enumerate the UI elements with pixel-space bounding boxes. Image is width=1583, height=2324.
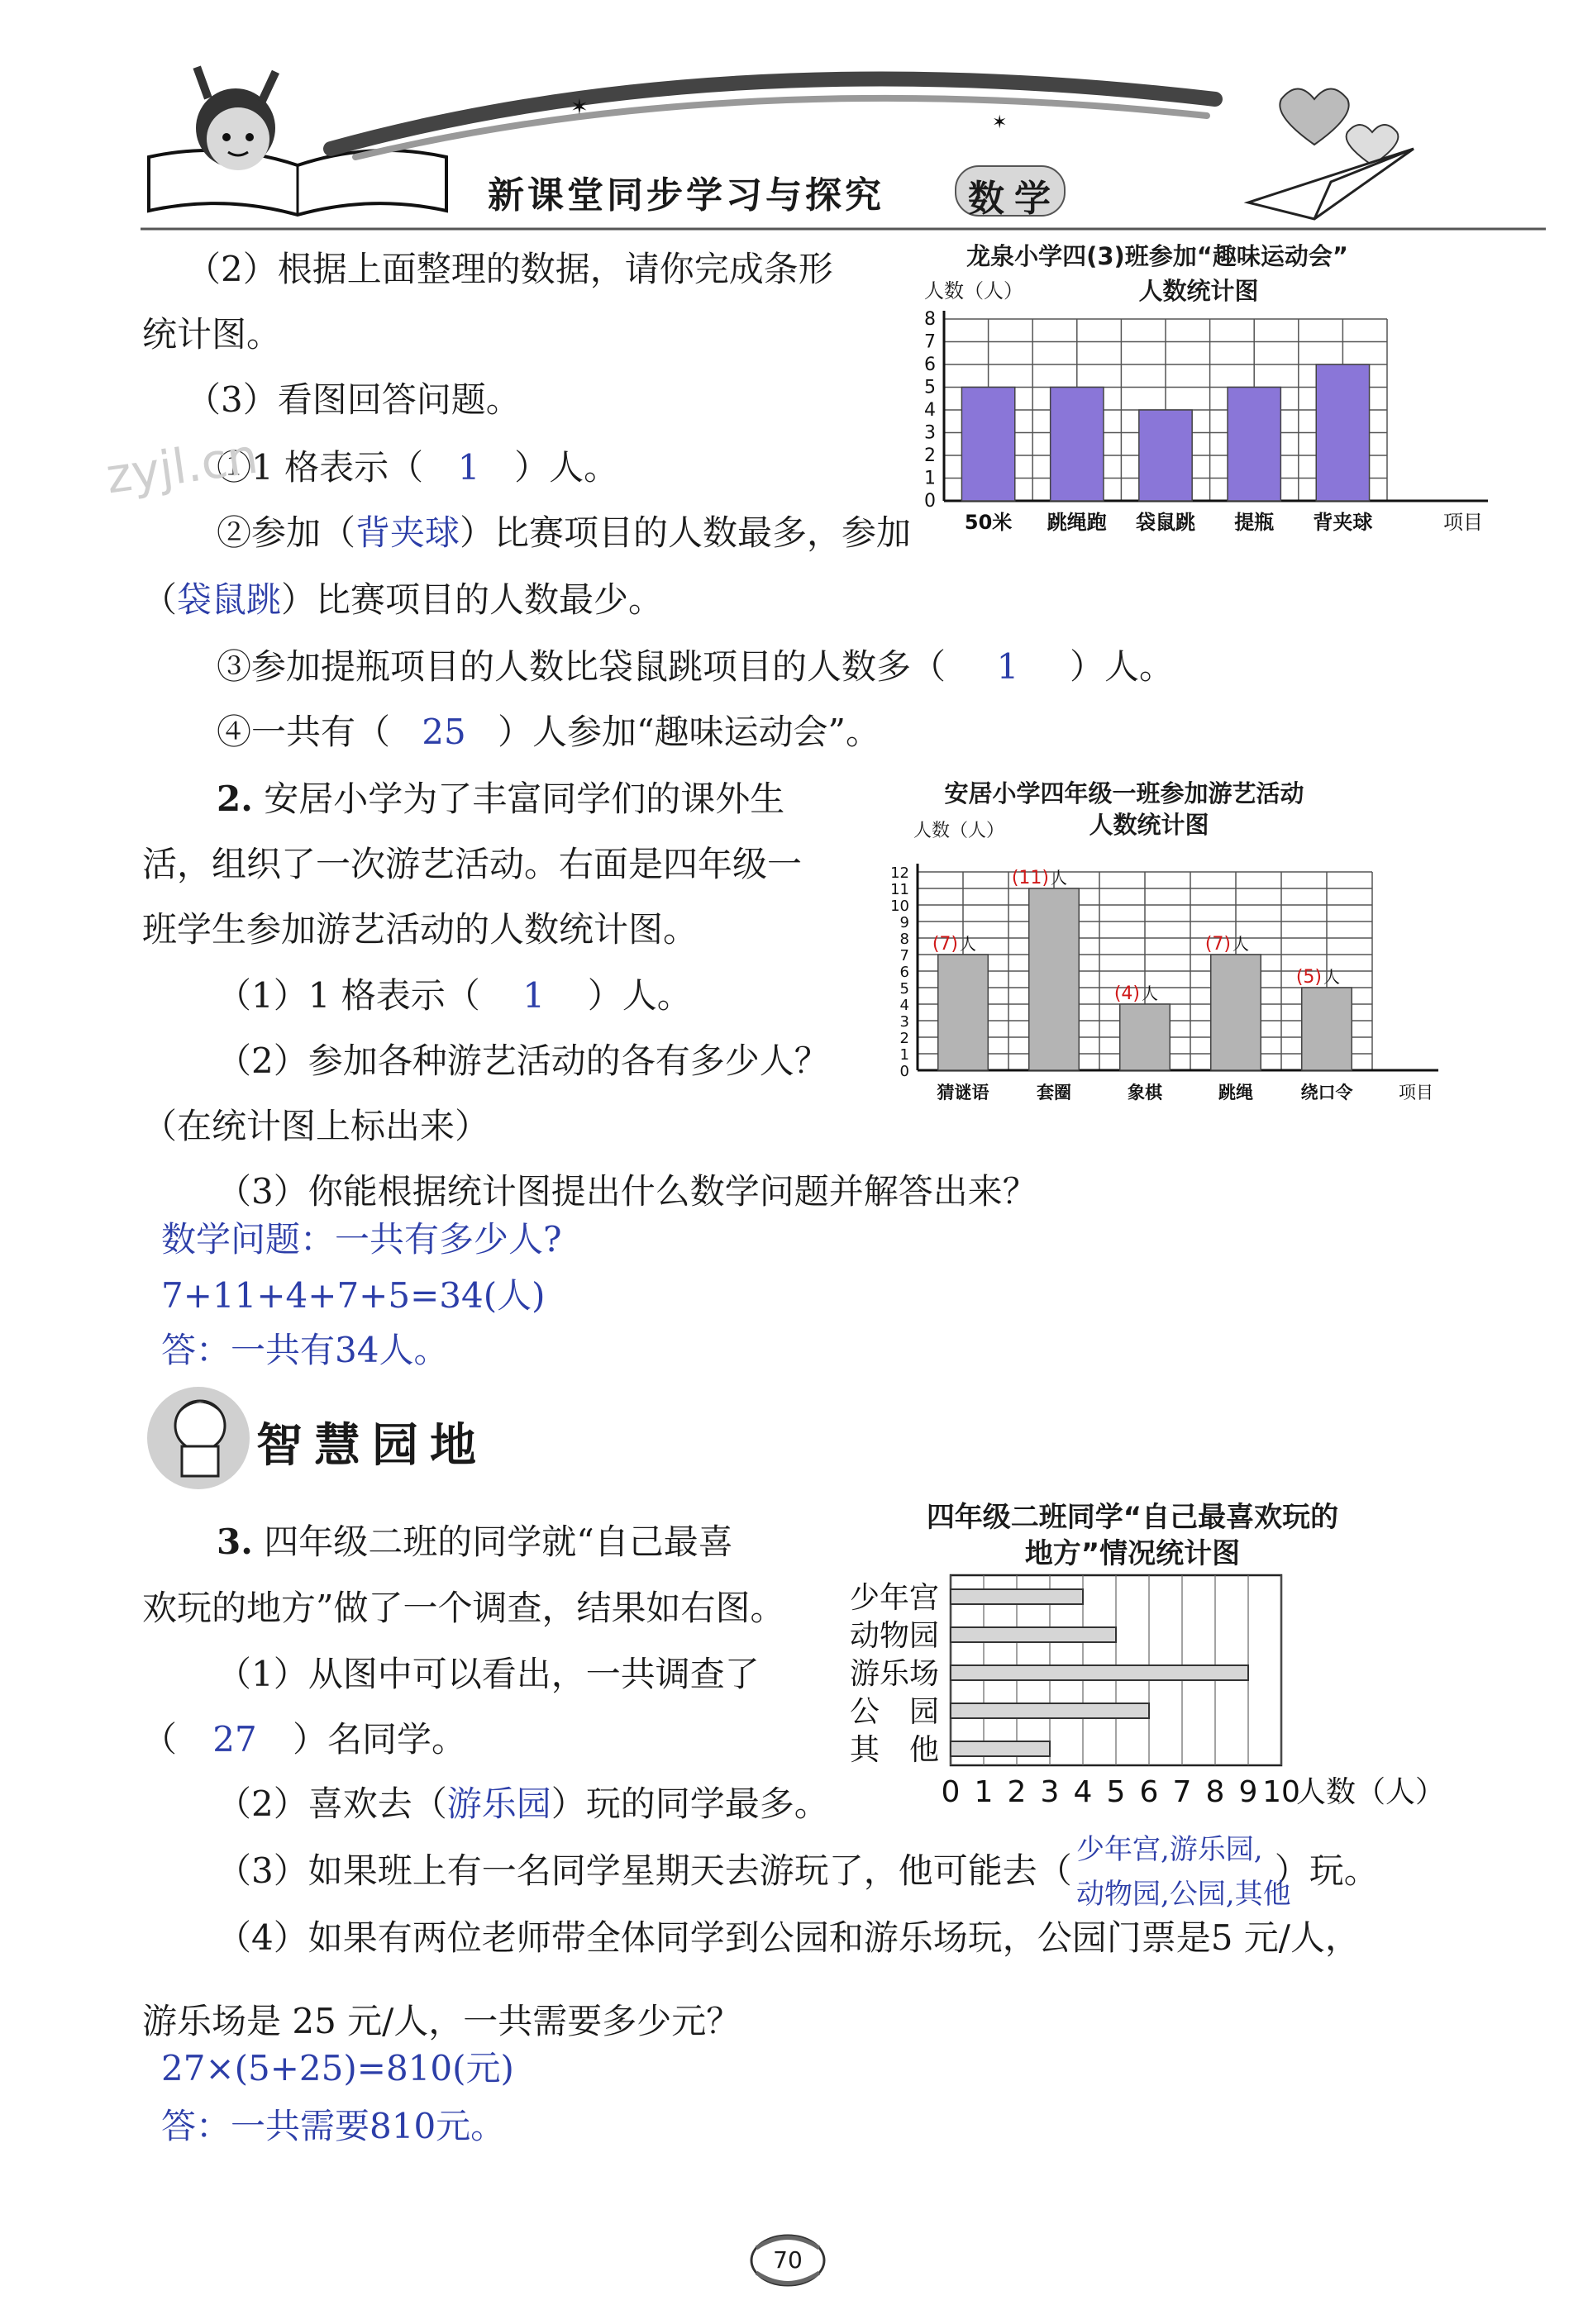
chart1-category-label: 袋鼠跳 (1136, 511, 1195, 534)
q1-answer3-line (217, 644, 1174, 690)
q2-line1 (217, 776, 784, 822)
q1-a1-post: ）人。 (514, 447, 619, 488)
section-header (141, 1376, 554, 1492)
chart3-xtick-label: 10 (1262, 1775, 1300, 1809)
q3-p2-answer: 游乐园 (446, 1783, 551, 1824)
header-subject-badge (955, 165, 1066, 220)
chart2-data-label-value: (7) (1204, 934, 1231, 955)
chart3-xtick-label: 8 (1205, 1775, 1225, 1809)
chart2-category-label: 绕口令 (1300, 1083, 1353, 1102)
chart3-xtick-label: 7 (1172, 1775, 1192, 1809)
chart2-category-label: 套圈 (1037, 1083, 1071, 1102)
chart2-bar (1120, 1004, 1171, 1070)
chart2-ytick-label: 11 (890, 881, 909, 898)
q1-a4-answer: 25 (422, 712, 466, 752)
chart2-bar (1302, 988, 1352, 1070)
q1-a2-answer: 背夹球 (355, 512, 460, 553)
q2-line1-text: 安居小学为了丰富同学们的课外生 (264, 779, 785, 819)
section-title: 智慧园地 (256, 1419, 488, 1473)
chart2-ytick-label: 2 (899, 1030, 909, 1047)
chart2-ylabel: 人数（人） (913, 821, 1005, 841)
svg-text:✶: ✶ (992, 112, 1008, 133)
q3-part2-line (217, 1781, 829, 1827)
chart2-data-label-unit: 人 (1142, 983, 1158, 1003)
chart1-ytick-label: 7 (924, 331, 936, 353)
q3-handwritten-answer: 答：一共需要810元。 (161, 2106, 506, 2146)
chart2-title-line1: 安居小学四年级一班参加游艺活动 (944, 779, 1304, 807)
chart2-data-label-unit: 人 (1233, 934, 1249, 954)
chart1-bar (961, 388, 1014, 502)
q2-part2b: （在统计图上标出来） (142, 1106, 490, 1146)
chart1-title-line1: 龙泉小学四(3)班参加“趣味运动会” (966, 242, 1348, 270)
q2-number: 2. (217, 779, 253, 819)
q2-handwritten-question: 数学问题：一共有多少人? (161, 1219, 562, 1260)
chart1-bar (1051, 388, 1104, 502)
q1-a3-pre: ③参加提瓶项目的人数比袋鼠跳项目的人数多（ (217, 646, 946, 687)
q3-part4: （4）如果有两位老师带全体同学到公园和游乐场玩，公园门票是5 元/人， (217, 1917, 1360, 1958)
q1-part2-line2: 统计图。 (142, 314, 282, 355)
chart2-ytick-label: 6 (899, 964, 909, 981)
q1-a2-mid: ）比赛项目的人数最多，参加 (460, 512, 912, 553)
chart1-bar (1316, 364, 1369, 501)
chart3-bar (951, 1589, 1083, 1604)
chart3-category-label: 其 他 (849, 1733, 939, 1767)
chart1-xlabel: 项目 (1443, 511, 1483, 534)
chart2-data-label-unit: 人 (1051, 868, 1067, 888)
page-header (141, 50, 1546, 231)
q1-part3: （3）看图回答问题。 (186, 379, 521, 420)
chart1-ytick-label: 8 (924, 309, 936, 330)
student-reading-icon (141, 1376, 256, 1492)
q3-line1-text: 四年级二班的同学就“自己最喜 (264, 1522, 733, 1562)
chart2-ytick-label: 8 (899, 931, 909, 948)
svg-text:✶: ✶ (570, 95, 589, 120)
q3-p3-answer-line2: 动物园,公园,其他 (1076, 1878, 1291, 1911)
q3-handwritten-calc: 27×(5+25)=810(元) (161, 2048, 514, 2088)
q1-a4-post: ）人参加“趣味运动会”。 (498, 712, 880, 752)
chart2-ytick-label: 10 (890, 898, 909, 915)
q3-p1b-pre: （ (142, 1719, 178, 1760)
page-number: 70 (773, 2246, 803, 2274)
chart2-bar (1029, 888, 1080, 1070)
q1-a1-pre: ①1 格表示（ (217, 447, 424, 488)
chart1-ylabel: 人数（人） (924, 279, 1023, 302)
chart2-bar (938, 955, 989, 1070)
chart3-bar (951, 1703, 1149, 1718)
chart1-ytick-label: 6 (924, 355, 936, 375)
chart2-ytick-label: 3 (899, 1013, 909, 1031)
chart2-ytick-label: 12 (890, 864, 909, 882)
q1-a2-pre: ②参加（ (217, 512, 356, 553)
chart2-category-label: 猜谜语 (937, 1083, 989, 1102)
q1-a3-post: ）人。 (1070, 646, 1175, 687)
chart1-category-label: 背夹球 (1313, 511, 1373, 534)
chart2-data-label-unit: 人 (1323, 967, 1340, 987)
chart1-category-label: 跳绳跑 (1047, 511, 1107, 534)
q3-part1: （1）从图中可以看出，一共调查了 (217, 1654, 760, 1694)
q1-answer2b-line (142, 577, 663, 623)
chart2-ytick-label: 4 (899, 997, 909, 1014)
q3-p1b-post: ）名同学。 (293, 1719, 467, 1760)
page-number-badge (748, 2231, 827, 2289)
chart3-bar (951, 1665, 1248, 1680)
q1-a1-answer: 1 (457, 447, 480, 488)
chart1-ytick-label: 3 (924, 422, 936, 444)
chart2-data-label-value: (7) (932, 934, 958, 955)
chart1-bar (1139, 410, 1192, 501)
chart3-xlabel: 人数（人） (1296, 1775, 1446, 1809)
chart1-category-label: 提瓶 (1234, 511, 1275, 534)
chart3-category-label: 少年宫 (849, 1581, 939, 1615)
q3-p3-post: ）玩。 (1274, 1850, 1379, 1891)
chart2-bar (1211, 955, 1261, 1070)
q2-p1-pre: （1）1 格表示（ (217, 975, 480, 1016)
q2-handwritten-calc: 7+11+4+7+5=34(人) (161, 1275, 546, 1316)
q2-part3: （3）你能根据统计图提出什么数学问题并解答出来？ (217, 1171, 1037, 1212)
header-title: 新课堂同步学习与探究 (488, 174, 884, 217)
q1-a3-answer: 1 (996, 646, 1019, 687)
q1-a4-pre: ④一共有（ (217, 712, 391, 752)
q3-line1 (217, 1519, 733, 1565)
chart3-xtick-label: 9 (1238, 1775, 1258, 1809)
chart2-ytick-label: 9 (899, 914, 909, 931)
q2-part1-line (217, 973, 692, 1019)
q2-part2: （2）参加各种游艺活动的各有多少人？ (217, 1041, 829, 1081)
q1-part2-line1: （2）根据上面整理的数据，请你完成条形 (186, 249, 833, 289)
q2-p1-answer: 1 (522, 975, 546, 1016)
chart2-data-label-value: (11) (1011, 868, 1049, 888)
header-subject: 数学 (968, 178, 1061, 220)
chart3-xtick-label: 5 (1106, 1775, 1126, 1809)
chart2-xlabel: 项目 (1399, 1083, 1433, 1102)
chart3-svg (843, 1570, 1521, 1835)
q2-line2: 活，组织了一次游艺活动。右面是四年级一 (142, 844, 803, 884)
chart3-category-label: 动物园 (849, 1619, 939, 1653)
chart1-title-line2: 人数统计图 (1138, 277, 1259, 305)
q1-answer2-line (217, 510, 911, 556)
q3-part1b-line (142, 1717, 466, 1763)
q2-line3: 班学生参加游艺活动的人数统计图。 (142, 909, 699, 950)
chart3-category-label: 游乐场 (849, 1657, 939, 1691)
q1-answer4-line (217, 709, 880, 755)
chart3-title-line2: 地方”情况统计图 (1024, 1537, 1241, 1570)
q1-a2b-post: ）比赛项目的人数最少。 (281, 579, 664, 620)
chart3-bar (951, 1627, 1116, 1642)
chart1-svg (909, 306, 1488, 537)
chart3-xtick-label: 4 (1073, 1775, 1093, 1809)
q3-p2-post: ）玩的同学最多。 (551, 1783, 829, 1824)
chart3-xtick-label: 3 (1040, 1775, 1060, 1809)
q3-p3-answer-line1: 少年宫,游乐园, (1076, 1833, 1263, 1866)
chart1-ytick-label: 0 (924, 491, 936, 512)
chart3-xtick-label: 6 (1139, 1775, 1159, 1809)
chart2-svg (876, 839, 1455, 1103)
q1-answer1-line (217, 445, 618, 491)
q3-p3-pre: （3）如果班上有一名同学星期天去游玩了，他可能去（ (217, 1850, 1072, 1891)
q2-handwritten-answer: 答：一共有34人。 (161, 1330, 449, 1370)
chart2-ytick-label: 5 (899, 980, 909, 998)
chart1-ytick-label: 2 (924, 445, 936, 466)
chart3-xtick-label: 1 (974, 1775, 994, 1809)
chart3-category-label: 公 园 (849, 1695, 939, 1729)
q1-a2b-answer: 袋鼠跳 (177, 579, 282, 620)
chart2-category-label: 象棋 (1128, 1083, 1162, 1102)
chart3-title-line1: 四年级二班同学“自己最喜欢玩的 (926, 1501, 1339, 1534)
chart3-xtick-label: 2 (1007, 1775, 1027, 1809)
chart2-ytick-label: 1 (899, 1046, 909, 1064)
chart1-bar (1228, 388, 1280, 502)
q3-p2-pre: （2）喜欢去（ (217, 1783, 447, 1824)
chart1-ytick-label: 1 (924, 468, 936, 489)
chart2-data-label-value: (4) (1113, 983, 1140, 1004)
chart2-ytick-label: 7 (899, 947, 909, 964)
watermark: zyjl.cn (103, 427, 261, 505)
chart2-category-label: 跳绳 (1218, 1083, 1253, 1102)
chart3-xtick-label: 0 (941, 1775, 961, 1809)
q3-number: 3. (217, 1522, 253, 1562)
chart3-bar (951, 1741, 1050, 1756)
chart2-data-label-unit: 人 (960, 934, 976, 954)
chart1-category-label: 50米 (964, 511, 1013, 534)
q3-p1b-answer: 27 (212, 1719, 257, 1760)
q3-line2: 欢玩的地方”做了一个调查，结果如右图。 (142, 1588, 785, 1628)
q1-a2b-pre: （ (142, 579, 178, 620)
chart2-title-line2: 人数统计图 (1089, 811, 1209, 839)
q2-p1-post: ）人。 (587, 975, 692, 1016)
q3-part4b: 游乐场是 25 元/人，一共需要多少元？ (142, 2001, 741, 2041)
chart2-data-label-value: (5) (1295, 967, 1322, 988)
chart2-ytick-label: 0 (899, 1063, 909, 1080)
chart1-ytick-label: 5 (924, 377, 936, 398)
chart1-ytick-label: 4 (924, 400, 936, 421)
